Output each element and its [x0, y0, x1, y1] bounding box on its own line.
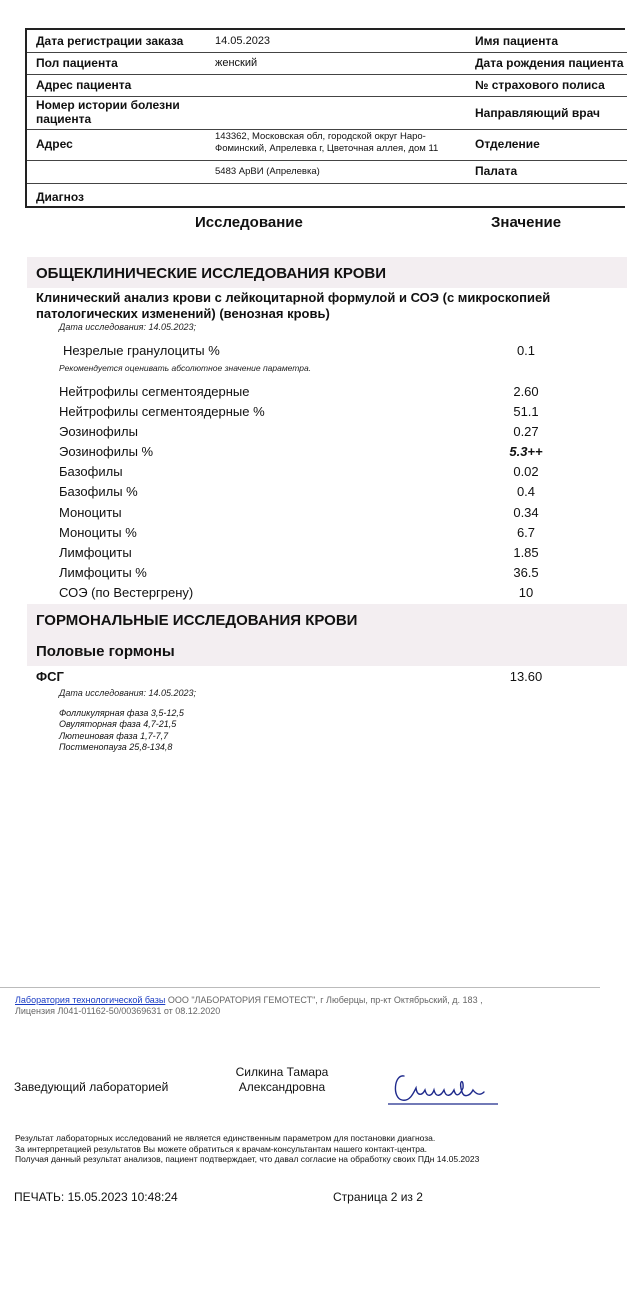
head-name — [222, 1065, 342, 1095]
reference-range: Овуляторная фаза 4,7-21,5 — [59, 719, 177, 730]
address-value-line2: Фоминский, Апрелевка г, Цветочная аллея, дом 11 — [215, 143, 439, 154]
insurance-label: № страхового полиса — [475, 78, 605, 92]
fsh-value: 13.60 — [509, 669, 543, 684]
result-value: 0.02 — [513, 464, 539, 479]
patient-address-label: Адрес пациента — [36, 78, 132, 92]
signature-image — [384, 1068, 502, 1110]
recommend-note: Рекомендуется оценивать абсолютное значение параметра. — [59, 363, 312, 373]
section2-subtitle: Половые гормоны — [36, 643, 175, 660]
office-value: 5483 АрВИ (Апрелевка) — [215, 166, 320, 177]
test-title — [36, 290, 550, 322]
patient-name-label: Имя пациента — [475, 34, 558, 48]
address-value — [215, 131, 438, 155]
diagnosis-label: Диагноз — [36, 190, 84, 204]
result-name: Лимфоциты — [59, 545, 132, 560]
result-name: Эозинофилы % — [59, 444, 154, 459]
page-number: Страница 2 из 2 — [333, 1190, 423, 1204]
test-title-line1: Клинический анализ крови с лейкоцитарной формулой и СОЭ (с микроскопией — [36, 290, 551, 305]
history-label — [36, 98, 180, 126]
table-divider — [27, 160, 627, 161]
section2-title: ГОРМОНАЛЬНЫЕ ИССЛЕДОВАНИЯ КРОВИ — [36, 612, 358, 629]
address-label: Адрес — [36, 137, 73, 151]
section1-title: ОБЩЕКЛИНИЧЕСКИЕ ИССЛЕДОВАНИЯ КРОВИ — [36, 265, 386, 282]
result-value-flagged: 5.3++ — [509, 444, 543, 459]
result-name: СОЭ (по Вестергрену) — [59, 585, 194, 600]
result-value: 2.60 — [513, 384, 539, 399]
table-divider — [27, 96, 627, 97]
head-name-line2: Александровна — [238, 1080, 326, 1094]
result-name: Незрелые гранулоциты % — [63, 343, 220, 358]
result-value: 51.1 — [513, 404, 539, 419]
table-divider — [27, 183, 627, 184]
result-value: 6.7 — [516, 525, 536, 540]
lab-info — [15, 995, 483, 1005]
fsh-name: ФСГ — [36, 669, 64, 684]
print-timestamp: ПЕЧАТЬ: 15.05.2023 10:48:24 — [14, 1190, 178, 1204]
result-name: Базофилы % — [59, 484, 138, 499]
table-divider — [27, 52, 627, 53]
result-value: 10 — [518, 585, 534, 600]
result-value: 0.1 — [516, 343, 536, 358]
reference-range: Лютеиновая фаза 1,7-7,7 — [59, 730, 169, 741]
history-label-line2: пациента — [36, 112, 92, 126]
result-value: 0.4 — [516, 484, 536, 499]
disclaimer-line2: За интерпретацией результатов Вы можете обратиться к врачам-консультантам нашего контакт-центра. — [15, 1143, 428, 1154]
signature-stroke — [395, 1076, 484, 1100]
reference-range: Постменопауза 25,8-134,8 — [59, 741, 173, 752]
referring-doctor-label: Направляющий врач — [475, 106, 600, 120]
result-name: Нейтрофилы сегментоядерные % — [59, 404, 265, 419]
result-name: Моноциты — [59, 505, 122, 520]
reference-ranges — [59, 708, 184, 753]
head-label: Заведующий лабораторией — [14, 1080, 169, 1094]
order-date-label: Дата регистрации заказа — [36, 34, 184, 48]
column-value: Значение — [491, 214, 562, 231]
result-value: 0.34 — [513, 505, 539, 520]
footer-divider — [0, 987, 600, 988]
result-value: 36.5 — [513, 565, 539, 580]
result-name: Лимфоциты % — [59, 565, 147, 580]
disclaimer — [15, 1133, 479, 1165]
result-value: 1.85 — [513, 545, 539, 560]
column-study: Исследование — [195, 214, 303, 231]
head-name-line1: Силкина Тамара — [235, 1065, 329, 1079]
table-divider — [27, 74, 627, 75]
lab-address: ООО "ЛАБОРАТОРИЯ ГЕМОТЕСТ", г Люберцы, пр-кт Октябрьский, д. 183 , — [165, 995, 483, 1005]
birth-date-label: Дата рождения пациента — [475, 56, 624, 70]
ward-label: Палата — [475, 164, 518, 178]
result-name: Базофилы — [59, 464, 123, 479]
disclaimer-line3: Получая данный результат анализов, пациент подтверждает, что давал согласие на обработку своих ПДн 14.05.2023 — [15, 1154, 480, 1164]
result-value: 0.27 — [513, 424, 539, 439]
disclaimer-line1: Результат лабораторных исследований не является единственным параметром для постановки диагноза. — [15, 1133, 436, 1143]
gender-label: Пол пациента — [36, 56, 118, 70]
table-divider — [27, 129, 627, 130]
fsh-date-note: Дата исследования: 14.05.2023; — [59, 688, 197, 698]
license-text: Лицензия Л041-01162-50/00369631 от 08.12.2020 — [15, 1006, 221, 1016]
result-name: Моноциты % — [59, 525, 137, 540]
test-title-line2: патологических изменений) (венозная кровь) — [36, 306, 330, 321]
result-name: Эозинофилы — [59, 424, 138, 439]
order-date-value: 14.05.2023 — [215, 35, 271, 47]
history-label-line1: Номер истории болезни — [36, 98, 180, 112]
department-label: Отделение — [475, 137, 540, 151]
reference-range: Фолликулярная фаза 3,5-12,5 — [59, 708, 184, 718]
result-name: Нейтрофилы сегментоядерные — [59, 384, 250, 399]
test-date-note: Дата исследования: 14.05.2023; — [59, 322, 197, 332]
lab-link[interactable]: Лаборатория технологической базы — [15, 995, 166, 1005]
address-value-line1: 143362, Московская обл, городской округ Наро- — [215, 131, 426, 142]
gender-value: женский — [215, 57, 258, 69]
